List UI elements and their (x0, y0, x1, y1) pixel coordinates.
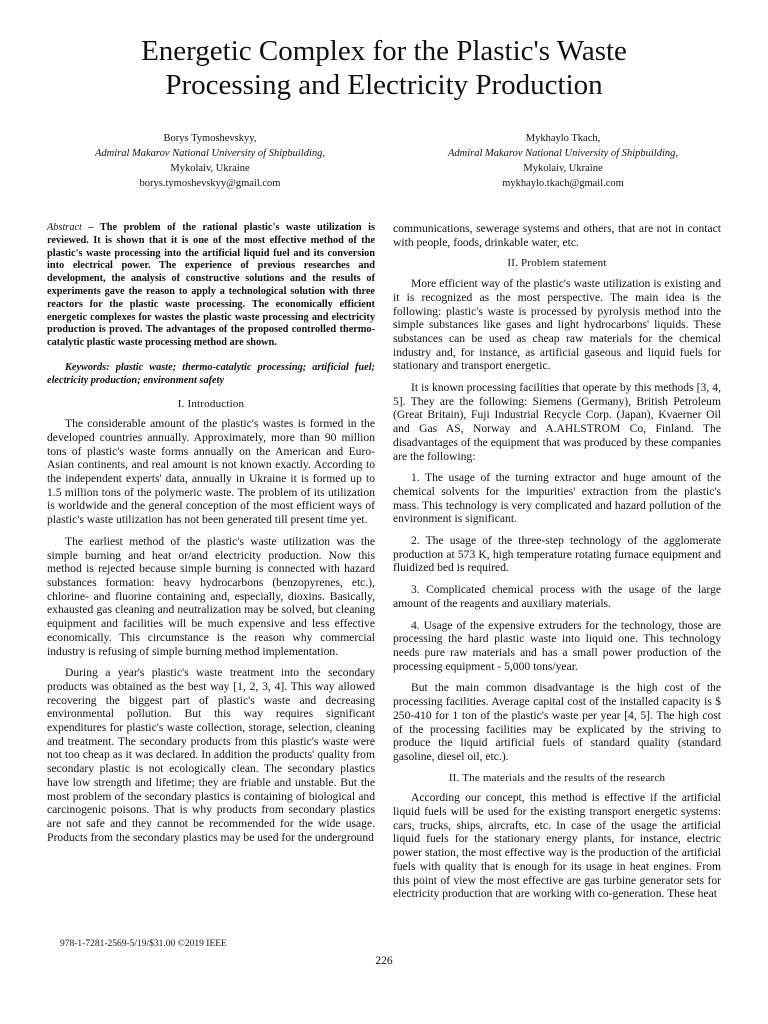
section-heading-problem-statement: II. Problem statement (507, 257, 607, 270)
paragraph: More efficient way of the plastic's waste utilization is existing and it is recognized as the most perspective. The main idea is the following: plastic's waste is processed by pyrolysis method into the simple substances like gases and light hydrocarbons' liquids. These substances can be used as cheap raw materials for the chemical industry and, for instance, as artificial gaseous and liquid fuels for stationary and transport energetic. (393, 277, 721, 373)
title-line-2: Processing and Electricity Production (165, 69, 603, 101)
author-affiliation: Admiral Makarov National University of Shipbuilding, (94, 148, 325, 159)
author-location: Mykolaiv, Ukraine (170, 163, 250, 174)
author-email: mykhaylo.tkach@gmail.com (502, 178, 624, 189)
author-block-1 (45, 131, 375, 191)
author-location: Mykolaiv, Ukraine (523, 163, 603, 174)
paragraph: During a year's plastic's waste treatment into the secondary products was obtained as the best way [1, 2, 3, 4]. This way allowed recovering the biggest part of plastic's waste and decreasing environmental pollution. But this way requires significant expenditures for plastic's waste collection, storage, selection, cleaning and treatment. The secondary products from this plastic's waste were not too cheap as it was declared. In addition the products' quality from secondary plastic is not ecologically clean. The secondary plastics have low strength and lifetime; they are friable and unstable. But the most problem of the secondary plastics is containing of biological and carcinogenic poisons. That is why products from secondary plastics are not safe and they cannot be recommended for the wide usage. Products from the secondary plastics may be used for the underground (47, 666, 375, 844)
paragraph: The earliest method of the plastic's waste utilization was the simple burning and heat or/and electricity production. Now this method is rejected because simple burning is connected with hazard substances formation: heavy hydrocarbons (benzopyrenes, etc.), chlorine- and fluorine containing and, especially, dioxins. Basically, exhausted gas cleaning and neutralization may be solved, but cleaning equipment and facilities will be much expensive and less effective economically. This circumstance is the reason why commercial industry is refusing of simple burning method implementation. (47, 534, 375, 658)
author-name: Borys Tymoshevskyy, (163, 133, 257, 144)
author-block-2 (398, 131, 728, 191)
paragraph: 3. Complicated chemical process with the usage of the large amount of the reagents and auxiliary materials. (393, 583, 721, 610)
author-name: Mykhaylo Tkach, (525, 133, 601, 144)
abstract-text: – The problem of the rational plastic's waste utilization is reviewed. It is shown that it is one of the most effective method of the plastic's waste processing into the artificial liquid fuel and its conversion into electrical power. The experience of previous researches and development, the analysis of constructive solutions and the results of experiments gave the reason to apply a technological solution with three reactors for the plastic waste processing. The economically efficient energetic complexes for wastes the plastic waste processing and electricity production is proved. The advantages of the proposed controlled thermo-catalytic plastic waste processing method are shown. (47, 222, 375, 349)
author-affiliation: Admiral Makarov National University of Shipbuilding, (447, 148, 678, 159)
paper-title (0, 34, 768, 102)
paragraph: But the main common disadvantage is the high cost of the processing facilities. Average capital cost of the installed capacity is $ 250-410 for 1 ton of the plastic's waste per year [4, 5]. The high cost of the processing facilities may be explicated by the striving to produce the liquid artificial fuels of standard quality (standard gasoline, diesel oil, etc.). (393, 681, 721, 763)
copyright-notice: 978-1-7281-2569-5/19/$31.00 ©2019 IEEE (60, 939, 227, 949)
paragraph: 4. Usage of the expensive extruders for the technology, those are processing the hard plastic waste into liquid one. This technology needs pure raw materials and has a small power production of the processing equipment - 5,000 tons/year. (393, 618, 721, 673)
keywords (47, 362, 375, 388)
section-heading-materials: II. The materials and the results of the research (448, 771, 666, 784)
section-heading-introduction: I. Introduction (177, 397, 245, 410)
left-column (47, 222, 375, 852)
abstract (47, 222, 375, 350)
paragraph: According our concept, this method is effective if the artificial liquid fuels will be used for the existing transport energetic systems: cars, trucks, ships, aircrafts, etc. In case of the usage the artificial liquid fuels for the stationary energy plants, for instance, electric power station, the most effective way is the production of the artificial fuels with quality that is enough for its usage in heat engines. From this point of view the most effective are gas turbine generator sets for electricity production that are working with co-generation. These heat (393, 791, 721, 901)
abstract-lead: Abstract (47, 222, 82, 233)
title-line-1: Energetic Complex for the Plastic's Waste (141, 35, 627, 67)
paragraph: 2. The usage of the three-step technology of the agglomerate production at 573 K, high temperature rotating furnace equipment and fluidized bed is required. (393, 534, 721, 575)
page-number: 226 (375, 955, 393, 967)
paragraph: The considerable amount of the plastic's wastes is formed in the developed countries annually. Approximately, more than 90 million tons of plastic's waste forms annually on the American and Euro-Asian continents, and real amount is not known exactly. According to the independent experts' data, annually in Ukraine it is formed up to 1.5 million tons of the polymeric waste. The problem of its utilization is worldwide and the general conception of the most efficient ways of plastic's waste utilization has not been generated till present time yet. (47, 417, 375, 527)
right-column (393, 222, 721, 909)
author-email: borys.tymoshevskyy@gmail.com (139, 178, 281, 189)
keywords-lead: Keywords (65, 361, 107, 373)
keywords-text: : plastic waste; thermo-catalytic processing; artificial fuel; electricity production; environment safety (47, 361, 375, 386)
paragraph: It is known processing facilities that operate by this methods [3, 4, 5]. They are the following: Siemens (Germany), British Petroleum (Great Britain), Fuji Industrial Recycle Corp. (Japan), Kvaerner Oil and Gas AS, Norway and A.AHLSTROM Co, Finland. The disadvantages of the equipment that was produced by these companies are the following: (393, 381, 721, 463)
paragraph: 1. The usage of the turning extractor and huge amount of the chemical solvents for the impurities' extraction from the plastic's mass. This technology is very complicated and hazard pollution of the environment is significant. (393, 471, 721, 526)
paragraph: communications, sewerage systems and others, that are not in contact with people, foods, drinkable water, etc. (393, 222, 721, 249)
